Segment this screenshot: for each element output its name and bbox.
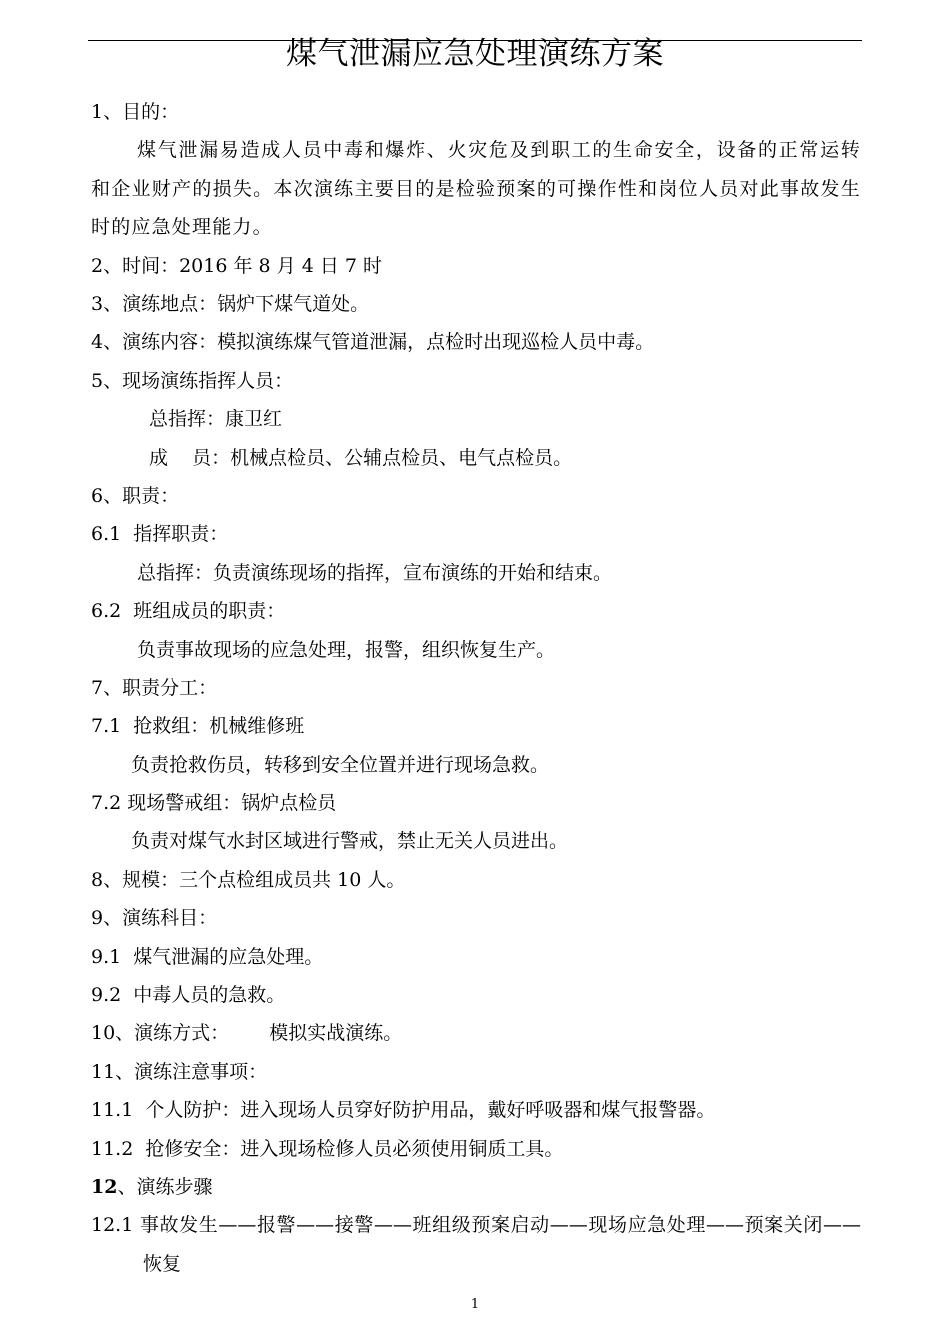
division-71-heading: 7.1 抢救组：机械维修班	[91, 715, 305, 738]
division-71-text: 负责抢救伤员，转移到安全位置并进行现场急救。	[131, 753, 550, 776]
document-body	[91, 93, 861, 1283]
duty-62-heading: 6.2 班组成员的职责：	[91, 600, 286, 623]
duty-61-heading: 6.1 指挥职责：	[91, 523, 229, 546]
purpose-heading: 1、目的：	[91, 101, 180, 123]
scale-line: 8、规模：三个点检组成员共 10 人。	[91, 868, 406, 891]
commander-heading: 5、现场演练指挥人员：	[91, 369, 294, 392]
division-72-heading: 7.2 现场警戒组：锅炉点检员	[91, 792, 337, 815]
page-number: 1	[470, 1297, 480, 1312]
content-line: 4、演练内容：模拟演练煤气管道泄漏，点检时出现巡检人员中毒。	[91, 331, 655, 354]
subject-92: 9.2 中毒人员的急救。	[91, 984, 286, 1007]
subjects-heading: 9、演练科目：	[91, 907, 218, 930]
commander-members: 成 员：机械点检员、公辅点检员、电气点检员。	[149, 446, 573, 469]
steps-heading: 、演练步骤	[117, 1175, 213, 1198]
location-line: 3、演练地点：锅炉下煤气道处。	[91, 293, 370, 315]
steps-number: 12	[91, 1175, 118, 1198]
steps-heading-line	[91, 1168, 861, 1206]
mode-line	[91, 1014, 861, 1052]
note-112: 11.2 抢修安全：进入现场检修人员必须使用铜质工具。	[91, 1137, 564, 1160]
duties-heading: 6、职责：	[91, 484, 180, 507]
time-line: 2、时间：2016 年 8 月 4 日 7 时	[91, 254, 382, 277]
note-111: 11.1 个人防护：进入现场人员穿好防护用品，戴好呼吸器和煤气报警器。	[91, 1099, 716, 1122]
duty-61-text: 总指挥：负责演练现场的指挥，宣布演练的开始和结束。	[137, 561, 613, 584]
duty-62-text: 负责事故现场的应急处理，报警，组织恢复生产。	[137, 638, 556, 661]
mode-label: 10、演练方式：	[91, 1022, 230, 1045]
mode-value: 模拟实战演练。	[269, 1022, 403, 1045]
purpose-text: 煤气泄漏易造成人员中毒和爆炸、火灾危及到职工的生命安全，设备的正常运转和企业财产的损失。本次演练主要目的是检验预案的可操作性和岗位人员对此事故发生时的应急处理能力。	[91, 139, 861, 239]
subject-91: 9.1 煤气泄漏的应急处理。	[91, 945, 324, 968]
step-121: 12.1 事故发生——报警——接警——班组级预案启动——现场应急处理——预案关闭——恢复	[91, 1214, 861, 1275]
commander-total: 总指挥：康卫红	[149, 408, 283, 431]
notes-heading: 11、演练注意事项：	[91, 1060, 268, 1083]
division-heading: 7、职责分工：	[91, 676, 218, 699]
division-72-text: 负责对煤气水封区域进行警戒，禁止无关人员进出。	[131, 830, 569, 853]
document-title: 煤气泄漏应急处理演练方案	[286, 36, 664, 72]
